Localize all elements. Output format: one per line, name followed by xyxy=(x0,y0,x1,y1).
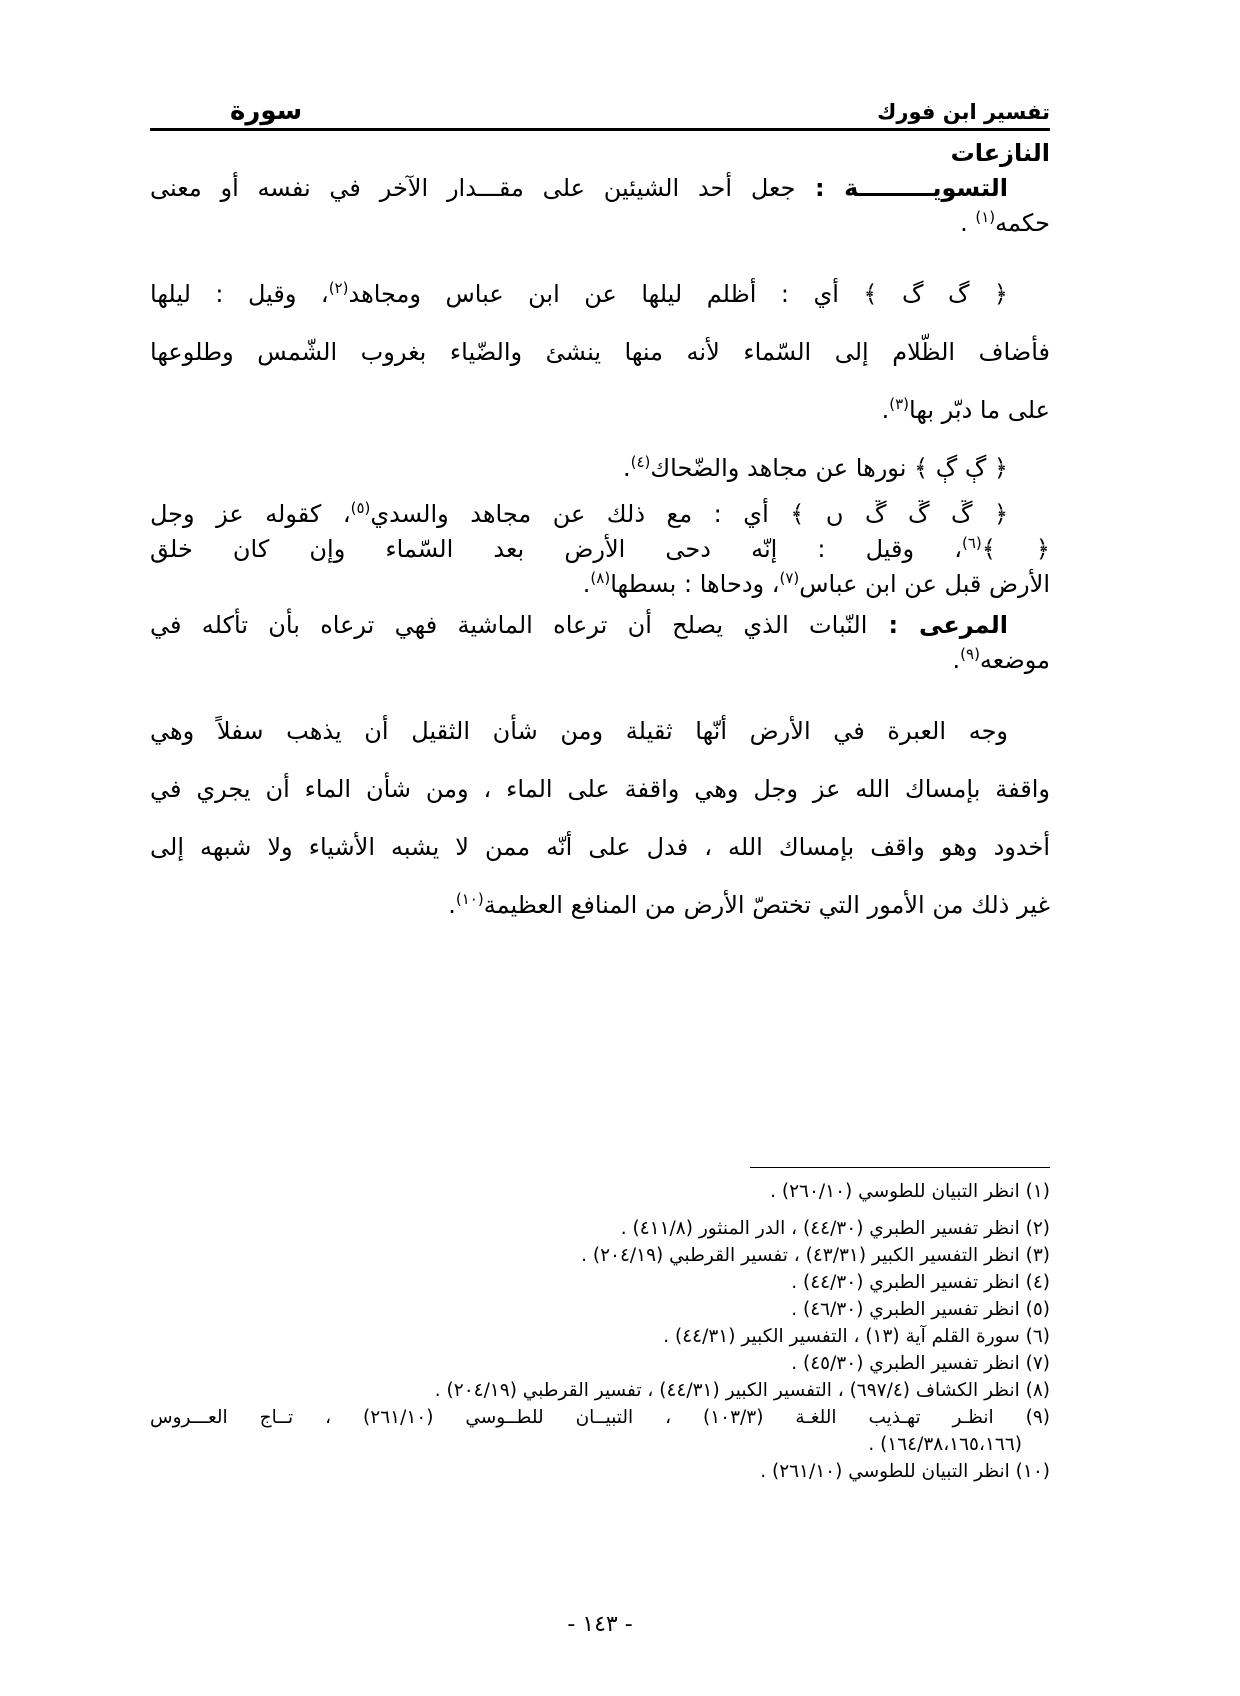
page-number: - ١٤٣ - xyxy=(567,1612,633,1637)
paragraph-line: فأضاف الظّلام إلى السّماء لأنه منها ينشئ والضّياء بغروب الشّمس وطلوعها xyxy=(150,338,1050,366)
paragraph-line: الأرض قبل عن ابن عباس$^{(٧)}$، ودحاها : بسطها$^{(٨)}$. xyxy=(582,569,1050,598)
paragraph-line: التسويـــــــــة : جعل أحد الشيئين على مقـــدار الآخر في نفسه أو معنى xyxy=(150,174,1008,202)
footnote-ref: (١) xyxy=(975,208,996,226)
footnote: (١٠) انظر التبيان للطوسي (٢٦١/١٠) . xyxy=(760,1461,1050,1482)
footnote-separator xyxy=(750,1167,1050,1168)
footnote: (٥) انظر تفسير الطبري (٤٦/٣٠) . xyxy=(791,1299,1050,1320)
footnote: (٧) انظر تفسير الطبري (٤٥/٣٠) . xyxy=(791,1353,1050,1374)
footnote-ref: (٤) xyxy=(630,453,651,471)
term-label: المرعى : xyxy=(867,611,1008,639)
footnotes xyxy=(150,1178,1050,1485)
paragraph-line: على ما دبّر بها$^{(٣)}$. xyxy=(881,395,1050,424)
footnote-ref: (٢) xyxy=(328,279,349,297)
footnote: (٤) انظر تفسير الطبري (٤٤/٣٠) . xyxy=(791,1272,1050,1293)
header-rule xyxy=(150,128,1050,131)
footnote: (٢) انظر تفسير الطبري (٤٤/٣٠) ، الدر المنثور (٤١١/٨) . xyxy=(620,1218,1050,1239)
paragraph-line: ﴿ ڳ ڳ ﴾ نورها عن مجاهد والضّحاك$^{(٤)}$. xyxy=(622,453,1008,482)
paragraph-line: أخدود وهو واقف بإمساك الله ، فدل على أنّه ممن لا يشبه الأشياء ولا شبهه إلى xyxy=(150,833,1050,861)
page-header xyxy=(150,90,1050,130)
paragraph-line: ﴿ ﴾$^{(٦)}$، وقيل : إنّه دحى الأرض بعد السّماء وإن كان خلق xyxy=(150,534,1050,563)
main-text xyxy=(150,136,1050,934)
paragraph-line: ﴿ گ گ ﴾ أي : أظلم ليلها عن ابن عباس ومجاهد$^{(٢)}$، وقيل : ليلها xyxy=(150,279,1008,308)
paragraph-line: وجه العبرة في الأرض أنّها ثقيلة ومن شأن الثقيل أن يذهب سفلاً وهي xyxy=(150,717,1008,745)
surah-name: النازعات xyxy=(950,139,1050,167)
footnote-ref: (٧) xyxy=(779,569,800,587)
paragraph-line: واقفة بإمساك الله عز وجل وهي واقفة على الماء ، ومن شأن الماء أن يجري في xyxy=(150,775,1050,803)
footnote-ref: (٦) xyxy=(961,534,982,552)
footnote-ref: (٩) xyxy=(960,645,980,663)
book-title: تفسير ابن فورك xyxy=(877,100,1050,124)
footnote-continuation: (١٦٤/٣٨،١٦٥،١٦٦) . xyxy=(868,1434,1022,1455)
paragraph-line: موضعه$^{(٩)}$. xyxy=(952,645,1050,674)
footnote: (٩) انظـر تهـذيب اللغـة (١٠٣/٣) ، التبيــان للطــوسي (٢٦١/١٠) ، تــاج العـــروس xyxy=(150,1407,1050,1428)
footnote-ref: (١٠) xyxy=(455,890,484,908)
paragraph-line: حكمه$^{(١)}$ . xyxy=(960,208,1050,237)
footnote: (١) انظر التبيان للطوسي (٢٦٠/١٠) . xyxy=(770,1181,1050,1202)
term-label: التسويـــــــــة : xyxy=(795,174,1008,202)
document-page xyxy=(150,70,1050,1670)
paragraph-line: المرعى : النّبات الذي يصلح أن ترعاه الماشية فهي ترعاه بأن تأكله في xyxy=(150,611,1008,639)
footnote: (٨) انظر الكشاف (٦٩٧/٤) ، التفسير الكبير (٤٤/٣١) ، تفسير القرطبي (٢٠٤/١٩) . xyxy=(434,1380,1050,1401)
paragraph-line: ﴿ ڱ ڱ ڱ ں ﴾ أي : مع ذلك عن مجاهد والسدي$^{(٥)}$، كقوله عز وجل xyxy=(150,499,1009,528)
footnote: (٣) انظر التفسير الكبير (٤٣/٣١) ، تفسير القرطبي (٢٠٤/١٩) . xyxy=(581,1245,1050,1266)
footnote-ref: (٨) xyxy=(590,569,611,587)
chapter-title: سورة xyxy=(230,96,303,126)
paragraph-line: غير ذلك من الأمور التي تختصّ الأرض من المنافع العظيمة$^{(١٠)}$. xyxy=(448,890,1050,919)
footnote-ref: (٣) xyxy=(889,395,909,413)
footnote-ref: (٥) xyxy=(350,499,371,517)
footnote: (٦) سورة القلم آية (١٣) ، التفسير الكبير (٤٤/٣١) . xyxy=(663,1326,1050,1347)
